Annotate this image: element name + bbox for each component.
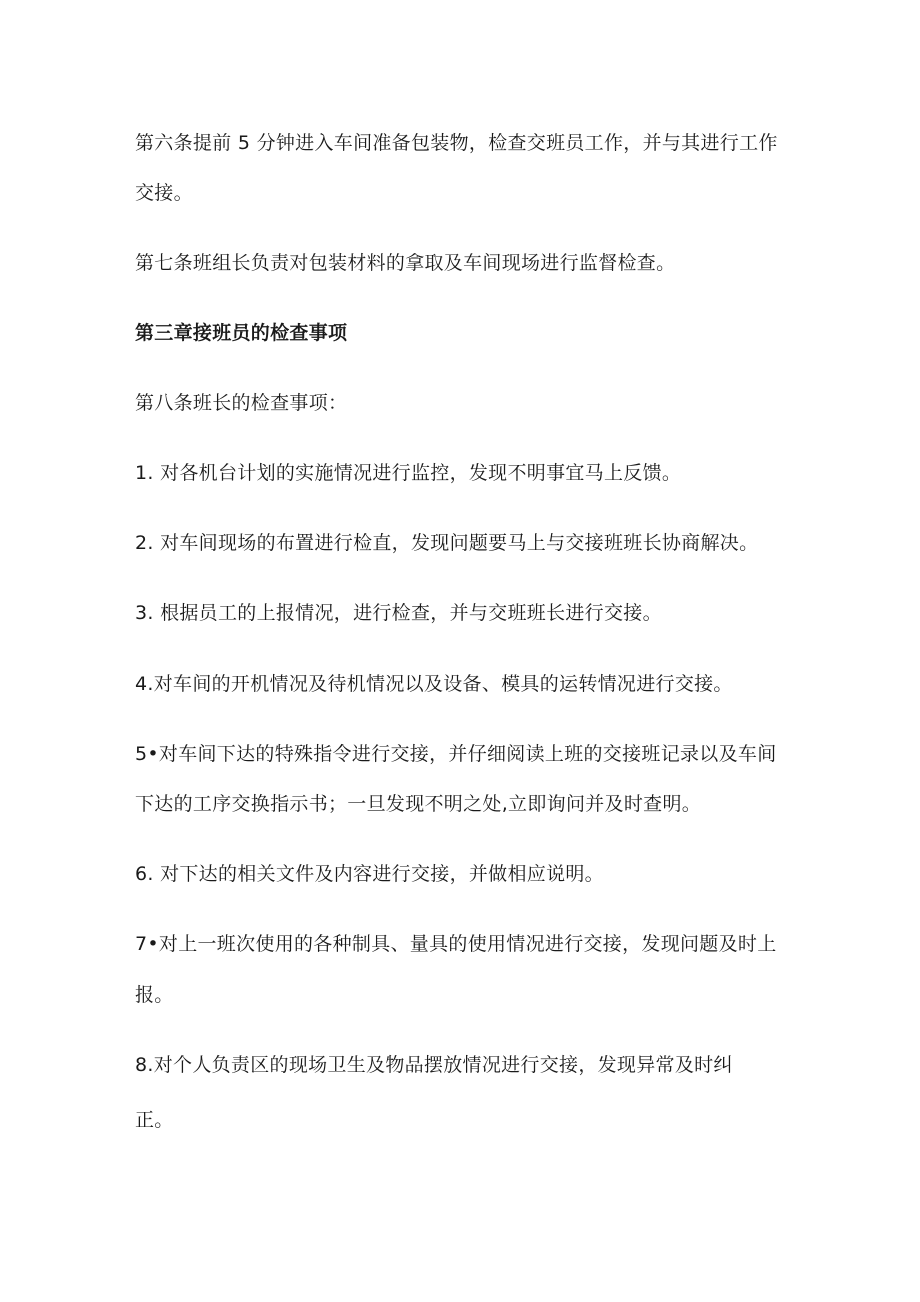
item-2: 2. 对车间现场的布置进行检直，发现问题要马上与交接班班长协商解决。 (135, 532, 759, 554)
article-7: 第七条班组长负责对包装材料的拿取及车间现场进行监督检查。 (135, 252, 676, 274)
item-3: 3. 根据员工的上报情况，进行检查，并与交班班长进行交接。 (135, 602, 662, 624)
item-6: 6. 对下达的相关文件及内容进行交接，并做相应说明。 (135, 863, 604, 885)
item-5-line-1: 5•对车间下达的特殊指令进行交接，并仔细阅读上班的交接班记录以及车间 (135, 743, 777, 765)
item-8-line-1: 8.对个人负责区的现场卫生及物品摆放情况进行交接，发现异常及时纠 (135, 1054, 733, 1076)
item-4: 4.对车间的开机情况及待机情况以及设备、模具的运转情况进行交接。 (135, 673, 733, 695)
article-6-line-2: 交接。 (135, 182, 193, 204)
chapter-3-heading: 第三章接班员的检查事项 (135, 322, 348, 344)
article-6-line-1: 第六条提前 5 分钟进入车间准备包装物，检查交班员工作，并与其进行工作 (135, 132, 778, 154)
item-5-line-2: 下达的工序交换指示书；一旦发现不明之处,立即询问并及时查明。 (135, 793, 702, 815)
item-7-line-2: 报。 (135, 984, 174, 1006)
item-7-line-1: 7•对上一班次使用的各种制具、量具的使用情况进行交接，发现问题及时上 (135, 933, 777, 955)
article-8: 第八条班长的检查事项： (135, 392, 348, 414)
item-8-line-2: 正。 (135, 1109, 174, 1131)
item-1: 1. 对各机台计划的实施情况进行监控，发现不明事宜马上反馈。 (135, 462, 682, 484)
